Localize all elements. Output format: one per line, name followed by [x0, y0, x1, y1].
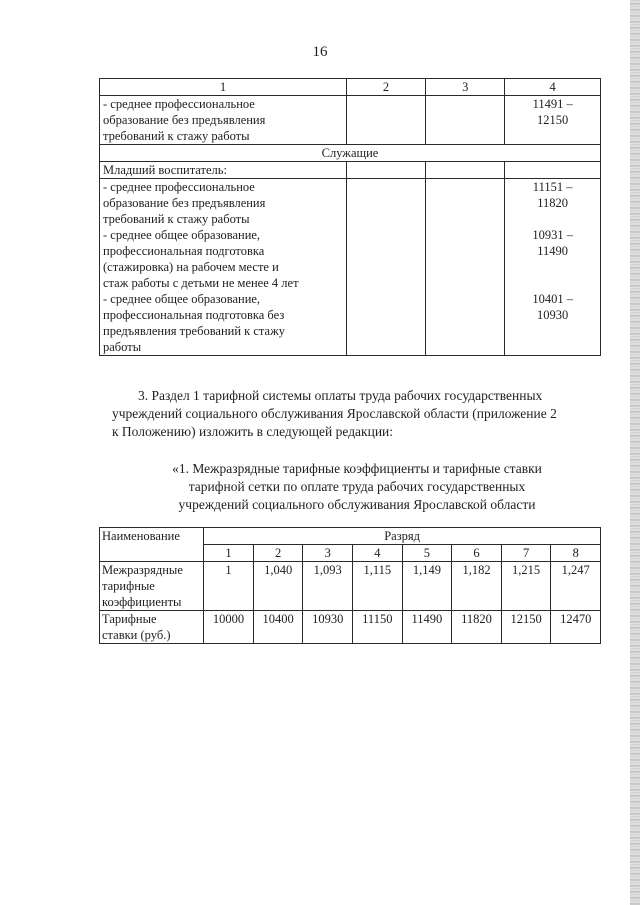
text-line: профессиональная подготовка без: [103, 308, 285, 322]
table-row: [100, 179, 601, 356]
grade-cell: 7: [501, 545, 551, 562]
heading-line: тарифной сетки по оплате труда рабочих государственных: [188, 479, 526, 494]
coefficient-cell: 1: [204, 562, 254, 611]
text-line: - среднее общее образование,: [103, 228, 261, 242]
coefficient-cell: 1,149: [402, 562, 452, 611]
salary-max: 11820: [537, 196, 569, 210]
page-number: 16: [312, 44, 328, 60]
salary-min: 10931 –: [532, 228, 573, 242]
text-line: стаж работы с детьми не менее 4 лет: [103, 276, 299, 290]
salary-min: 11491 –: [532, 97, 573, 111]
rates-row: [100, 611, 601, 644]
coefficient-cell: 1,247: [551, 562, 601, 611]
rate-cell: 10400: [253, 611, 303, 644]
text-line: (стажировка) на рабочем месте и: [103, 260, 279, 274]
empty-cell: [505, 162, 601, 179]
position-title: Младший воспитатель:: [100, 162, 347, 179]
text-line: - среднее профессиональное: [103, 180, 255, 194]
salary-table: [99, 78, 601, 356]
grade-cell: 1: [204, 545, 254, 562]
header-col-3: 3: [426, 79, 505, 96]
label-line: тарифные: [102, 579, 155, 593]
text-line: требований к стажу работы: [103, 129, 250, 143]
text-line: работы: [103, 340, 142, 354]
grade-cell: 3: [303, 545, 353, 562]
spacer: [508, 259, 597, 291]
header-col-1: 1: [100, 79, 347, 96]
section-heading: [112, 460, 602, 514]
text-line: образование без предъявления: [103, 113, 266, 127]
salary-min: 11151 –: [532, 180, 573, 194]
text-line: требований к стажу работы: [103, 212, 250, 226]
empty-cell: [346, 162, 425, 179]
salary-min: 10401 –: [532, 292, 573, 306]
paragraph-line: 3. Раздел 1 тарифной системы оплаты труда рабочих государственных: [138, 388, 543, 403]
salary-max: 11490: [537, 244, 569, 258]
empty-cell: [426, 162, 505, 179]
table-row: [100, 162, 601, 179]
label-line: Тарифные: [102, 612, 157, 626]
rate-cell: 11150: [353, 611, 403, 644]
coefficient-cell: 1,215: [501, 562, 551, 611]
tariff-table: [99, 527, 601, 644]
coefficient-cell: 1,182: [452, 562, 502, 611]
empty-cell: [426, 179, 505, 356]
header-row: [100, 79, 601, 96]
position-description: [100, 179, 347, 356]
coefficients-row: [100, 562, 601, 611]
text-line: предъявления требований к стажу: [103, 324, 285, 338]
table-row: [100, 96, 601, 145]
coefficient-cell: 1,093: [303, 562, 353, 611]
salary-range: [505, 96, 601, 145]
coefficient-cell: 1,040: [253, 562, 303, 611]
rate-cell: 12470: [551, 611, 601, 644]
rate-cell: 11820: [452, 611, 502, 644]
text-line: - среднее профессиональное: [103, 97, 255, 111]
label-line: коэффициенты: [102, 595, 182, 609]
salary-max: 10930: [537, 308, 569, 322]
paragraph-line: к Положению) изложить в следующей редакции:: [112, 424, 394, 439]
grade-cell: 2: [253, 545, 303, 562]
rate-cell: 12150: [501, 611, 551, 644]
section-title: Служащие: [100, 145, 601, 162]
position-description: [100, 96, 347, 145]
label-line: Межразрядные: [102, 563, 183, 577]
name-header: Наименование: [100, 528, 204, 562]
paragraph-line: учреждений социального обслуживания Ярославской области (приложение 2: [112, 406, 557, 421]
salary-range: [505, 179, 601, 356]
rates-label: [100, 611, 204, 644]
grade-cell: 8: [551, 545, 601, 562]
empty-cell: [346, 179, 425, 356]
heading-line: «1. Межразрядные тарифные коэффициенты и тарифные ставки: [172, 461, 542, 476]
rate-cell: 11490: [402, 611, 452, 644]
label-line: ставки (руб.): [102, 628, 171, 642]
grade-cell: 5: [402, 545, 452, 562]
header-row: [100, 528, 601, 545]
empty-cell: [346, 96, 425, 145]
scan-edge: [630, 0, 640, 905]
rate-cell: 10000: [204, 611, 254, 644]
text-line: профессиональная подготовка: [103, 244, 265, 258]
empty-cell: [426, 96, 505, 145]
rate-cell: 10930: [303, 611, 353, 644]
section-row: [100, 145, 601, 162]
coefficients-label: [100, 562, 204, 611]
coefficient-cell: 1,115: [353, 562, 403, 611]
text-line: - среднее общее образование,: [103, 292, 261, 306]
heading-line: учреждений социального обслуживания Ярославской области: [178, 497, 536, 512]
text-line: образование без предъявления: [103, 196, 266, 210]
grade-cell: 4: [353, 545, 403, 562]
grade-cell: 6: [452, 545, 502, 562]
grade-header: Разряд: [204, 528, 601, 545]
spacer: [508, 211, 597, 227]
header-col-2: 2: [346, 79, 425, 96]
header-col-4: 4: [505, 79, 601, 96]
salary-max: 12150: [537, 113, 569, 127]
paragraph: [112, 387, 602, 441]
